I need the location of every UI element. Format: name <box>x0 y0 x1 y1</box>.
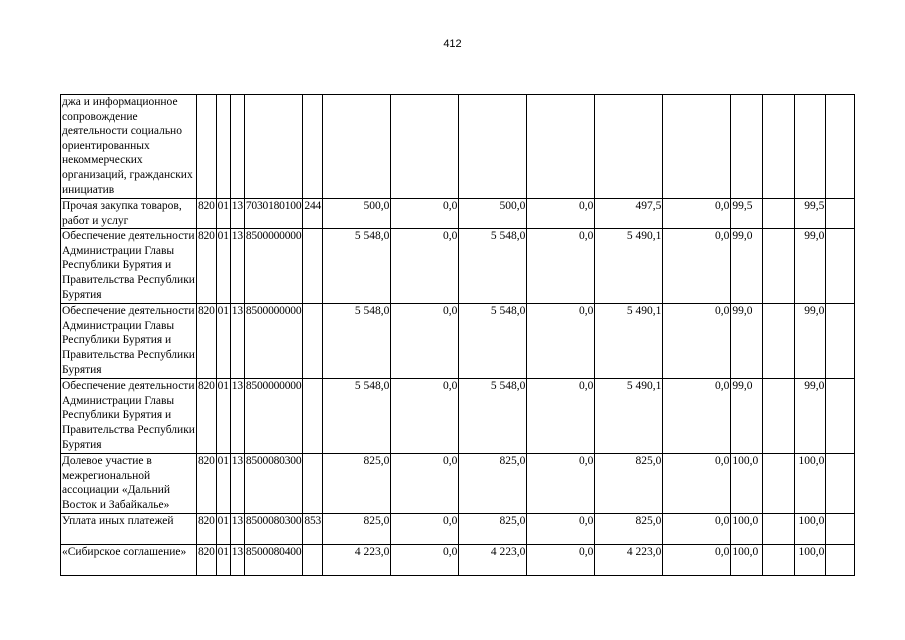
expense-type-cell <box>303 229 323 304</box>
percent-cell-2: 99,0 <box>795 304 826 379</box>
amount-cell-4 <box>527 95 595 199</box>
grbs-cell: 820 <box>197 454 217 514</box>
table-row <box>61 545 855 576</box>
row-name-cell: Обеспечение деятельности Администрации Главы Республики Бурятия и Правительства Республики Бурятия <box>61 379 197 454</box>
amount-cell-5: 825,0 <box>595 514 663 545</box>
percent-cell-2: 100,0 <box>795 545 826 576</box>
amount-cell-6: 0,0 <box>663 379 731 454</box>
amount-cell-1: 825,0 <box>323 454 391 514</box>
empty-cell <box>763 95 795 199</box>
percent-cell-1 <box>731 95 763 199</box>
percent-cell-1: 100,0 <box>731 545 763 576</box>
empty-cell <box>826 514 855 545</box>
expense-type-cell <box>303 304 323 379</box>
amount-cell-3: 500,0 <box>459 199 527 229</box>
amount-cell-6 <box>663 95 731 199</box>
empty-cell <box>826 545 855 576</box>
target-article-cell: 8500000000 <box>244 304 303 379</box>
empty-cell <box>826 229 855 304</box>
amount-cell-1: 5 548,0 <box>323 304 391 379</box>
target-article-cell: 7030180100 <box>244 199 303 229</box>
amount-cell-4: 0,0 <box>527 379 595 454</box>
target-article-cell: 8500080300 <box>244 514 303 545</box>
amount-cell-5 <box>595 95 663 199</box>
amount-cell-2: 0,0 <box>391 514 459 545</box>
grbs-cell: 820 <box>197 229 217 304</box>
empty-cell <box>763 199 795 229</box>
subsection-cell: 13 <box>230 514 244 545</box>
subsection-cell <box>230 95 244 199</box>
target-article-cell <box>244 95 303 199</box>
percent-cell-2: 100,0 <box>795 514 826 545</box>
table-row <box>61 379 855 454</box>
section-cell: 01 <box>216 545 230 576</box>
amount-cell-5: 825,0 <box>595 454 663 514</box>
amount-cell-5: 5 490,1 <box>595 304 663 379</box>
amount-cell-2 <box>391 95 459 199</box>
table-row <box>61 454 855 514</box>
empty-cell <box>826 379 855 454</box>
subsection-cell: 13 <box>230 199 244 229</box>
percent-cell-2: 99,0 <box>795 229 826 304</box>
amount-cell-2: 0,0 <box>391 454 459 514</box>
amount-cell-2: 0,0 <box>391 304 459 379</box>
grbs-cell: 820 <box>197 514 217 545</box>
row-name-cell: Прочая закупка товаров, работ и услуг <box>61 199 197 229</box>
amount-cell-6: 0,0 <box>663 199 731 229</box>
grbs-cell: 820 <box>197 199 217 229</box>
section-cell: 01 <box>216 514 230 545</box>
grbs-cell <box>197 95 217 199</box>
amount-cell-1: 500,0 <box>323 199 391 229</box>
amount-cell-1: 5 548,0 <box>323 229 391 304</box>
amount-cell-2: 0,0 <box>391 379 459 454</box>
amount-cell-3 <box>459 95 527 199</box>
amount-cell-2: 0,0 <box>391 229 459 304</box>
section-cell: 01 <box>216 304 230 379</box>
subsection-cell: 13 <box>230 454 244 514</box>
table-row <box>61 199 855 229</box>
target-article-cell: 8500080400 <box>244 545 303 576</box>
percent-cell-1: 99,0 <box>731 229 763 304</box>
row-name-cell: Обеспечение деятельности Администрации Главы Республики Бурятия и Правительства Республики Бурятия <box>61 229 197 304</box>
amount-cell-1: 5 548,0 <box>323 379 391 454</box>
expense-type-cell <box>303 379 323 454</box>
percent-cell-1: 100,0 <box>731 454 763 514</box>
percent-cell-2: 100,0 <box>795 454 826 514</box>
amount-cell-3: 4 223,0 <box>459 545 527 576</box>
amount-cell-1: 825,0 <box>323 514 391 545</box>
amount-cell-6: 0,0 <box>663 514 731 545</box>
expense-type-cell <box>303 545 323 576</box>
section-cell: 01 <box>216 229 230 304</box>
subsection-cell: 13 <box>230 379 244 454</box>
empty-cell <box>826 199 855 229</box>
amount-cell-5: 4 223,0 <box>595 545 663 576</box>
empty-cell <box>763 379 795 454</box>
amount-cell-6: 0,0 <box>663 229 731 304</box>
expense-type-cell <box>303 95 323 199</box>
subsection-cell: 13 <box>230 545 244 576</box>
budget-table <box>60 94 855 576</box>
amount-cell-3: 5 548,0 <box>459 379 527 454</box>
empty-cell <box>826 304 855 379</box>
amount-cell-4: 0,0 <box>527 454 595 514</box>
percent-cell-2: 99,0 <box>795 379 826 454</box>
amount-cell-6: 0,0 <box>663 304 731 379</box>
table-row <box>61 304 855 379</box>
amount-cell-3: 5 548,0 <box>459 229 527 304</box>
empty-cell <box>763 229 795 304</box>
empty-cell <box>763 304 795 379</box>
percent-cell-2: 99,5 <box>795 199 826 229</box>
subsection-cell: 13 <box>230 229 244 304</box>
amount-cell-1 <box>323 95 391 199</box>
amount-cell-6: 0,0 <box>663 545 731 576</box>
empty-cell <box>763 454 795 514</box>
percent-cell-1: 99,0 <box>731 304 763 379</box>
table-row <box>61 514 855 545</box>
section-cell: 01 <box>216 199 230 229</box>
amount-cell-3: 825,0 <box>459 514 527 545</box>
grbs-cell: 820 <box>197 304 217 379</box>
amount-cell-5: 5 490,1 <box>595 379 663 454</box>
row-name-cell: «Сибирское соглашение» <box>61 545 197 576</box>
row-name-cell: Долевое участие в межрегиональной ассоциации «Дальний Восток и Забайкалье» <box>61 454 197 514</box>
subsection-cell: 13 <box>230 304 244 379</box>
amount-cell-4: 0,0 <box>527 514 595 545</box>
amount-cell-4: 0,0 <box>527 304 595 379</box>
empty-cell <box>826 454 855 514</box>
grbs-cell: 820 <box>197 379 217 454</box>
table-row <box>61 95 855 199</box>
section-cell <box>216 95 230 199</box>
section-cell: 01 <box>216 454 230 514</box>
target-article-cell: 8500000000 <box>244 379 303 454</box>
percent-cell-1: 99,5 <box>731 199 763 229</box>
row-name-cell: Уплата иных платежей <box>61 514 197 545</box>
percent-cell-1: 100,0 <box>731 514 763 545</box>
percent-cell-2 <box>795 95 826 199</box>
row-name-cell: Обеспечение деятельности Администрации Главы Республики Бурятия и Правительства Республики Бурятия <box>61 304 197 379</box>
section-cell: 01 <box>216 379 230 454</box>
amount-cell-3: 5 548,0 <box>459 304 527 379</box>
amount-cell-5: 5 490,1 <box>595 229 663 304</box>
grbs-cell: 820 <box>197 545 217 576</box>
amount-cell-4: 0,0 <box>527 545 595 576</box>
row-name-cell: джа и информационное сопровождение деятельности социально ориентированных некоммерческих организаций, гражданских инициатив <box>61 95 197 199</box>
expense-type-cell <box>303 454 323 514</box>
empty-cell <box>763 514 795 545</box>
expense-type-cell: 244 <box>303 199 323 229</box>
expense-type-cell: 853 <box>303 514 323 545</box>
amount-cell-2: 0,0 <box>391 545 459 576</box>
amount-cell-4: 0,0 <box>527 229 595 304</box>
empty-cell <box>826 95 855 199</box>
target-article-cell: 8500080300 <box>244 454 303 514</box>
amount-cell-4: 0,0 <box>527 199 595 229</box>
amount-cell-5: 497,5 <box>595 199 663 229</box>
amount-cell-1: 4 223,0 <box>323 545 391 576</box>
table-row <box>61 229 855 304</box>
amount-cell-2: 0,0 <box>391 199 459 229</box>
page-number: 412 <box>443 38 462 50</box>
amount-cell-3: 825,0 <box>459 454 527 514</box>
percent-cell-1: 99,0 <box>731 379 763 454</box>
amount-cell-6: 0,0 <box>663 454 731 514</box>
target-article-cell: 8500000000 <box>244 229 303 304</box>
empty-cell <box>763 545 795 576</box>
